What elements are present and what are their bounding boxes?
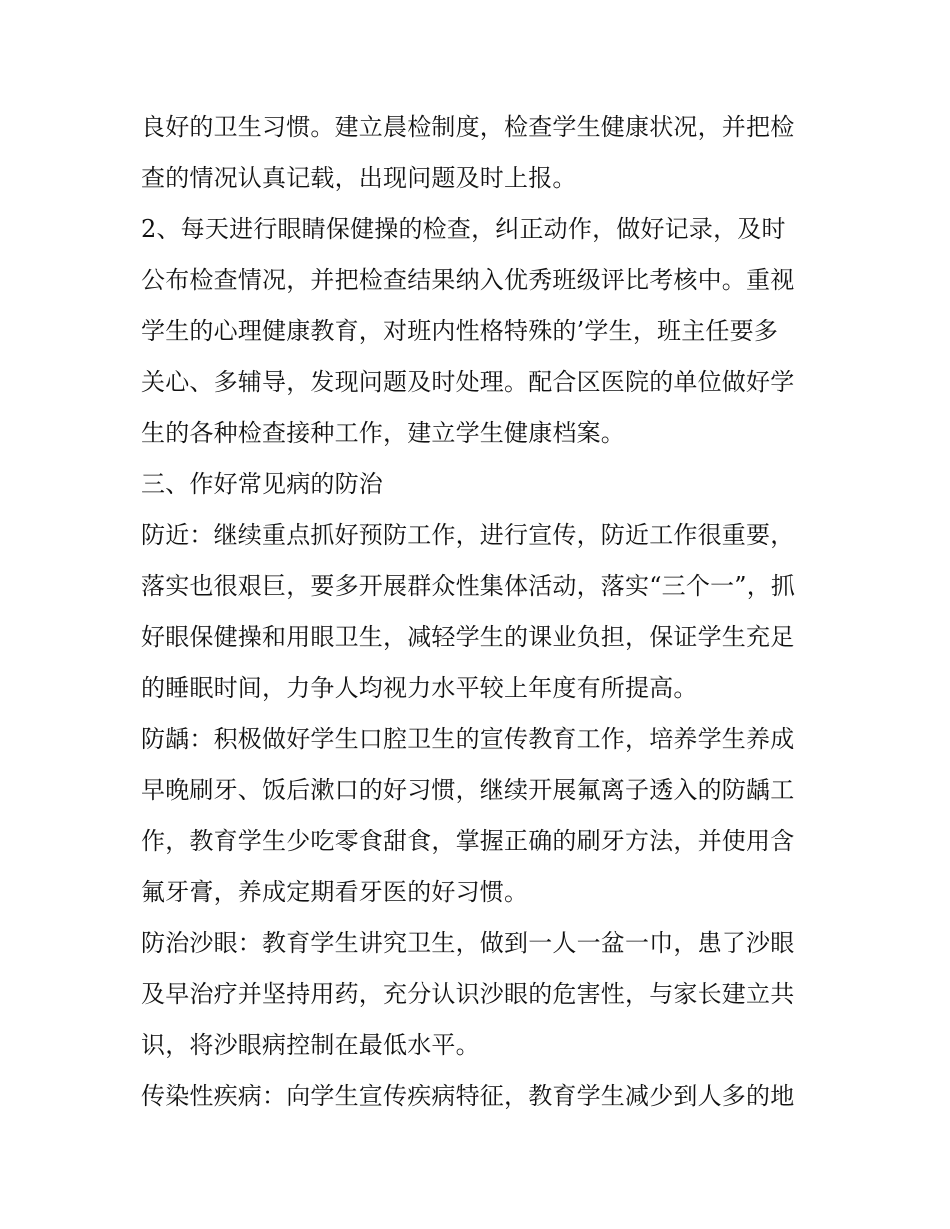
section-heading: 三、作好常见病的防治 — [141, 470, 383, 498]
text-line: 识，将沙眼病控制在最低水平。 — [141, 1031, 480, 1059]
text-line: 落实也很艰巨，要多开展群众性集体活动，落实“三个一”，抓 — [141, 572, 796, 600]
text-line: 好眼保健操和用眼卫生，减轻学生的课业负担，保证学生充足 — [141, 623, 795, 651]
text-line: 防治沙眼：教育学生讲究卫生，做到一人一盆一巾，患了沙眼 — [141, 929, 795, 957]
text-line: 查的情况认真记载，出现问题及时上报。 — [141, 164, 577, 192]
text-line: 传染性疾病：向学生宣传疾病特征，教育学生减少到人多的地 — [141, 1082, 795, 1110]
text-line: 的睡眠时间，力争人均视力水平较上年度有所提高。 — [141, 674, 698, 702]
text-line: 2、每天进行眼睛保健操的检查，纠正动作，做好记录，及时 — [141, 215, 786, 243]
text-line: 关心、多辅导，发现问题及时处理。配合区医院的单位做好学 — [141, 368, 795, 396]
text-line: 防龋：积极做好学生口腔卫生的宣传教育工作，培养学生养成 — [141, 725, 795, 753]
text-line: 学生的心理健康教育，对班内性格特殊的’学生，班主任要多 — [141, 317, 779, 345]
text-line: 生的各种检查接种工作，建立学生健康档案。 — [141, 419, 625, 447]
text-line: 防近：继续重点抓好预防工作，进行宣传，防近工作很重要， — [141, 521, 795, 549]
document-body — [141, 102, 821, 1122]
text-line: 作，教育学生少吃零食甜食，掌握正确的刷牙方法，并使用含 — [141, 827, 795, 855]
text-line: 早晚刷牙、饭后漱口的好习惯，继续开展氟离子透入的防龋工 — [141, 776, 795, 804]
text-line: 公布检查情况，并把检查结果纳入优秀班级评比考核中。重视 — [141, 266, 795, 294]
text-line: 良好的卫生习惯。建立晨检制度，检查学生健康状况，并把检 — [141, 113, 795, 141]
text-line: 及早治疗并坚持用药，充分认识沙眼的危害性，与家长建立共 — [141, 980, 795, 1008]
text-line: 氟牙膏，养成定期看牙医的好习惯。 — [141, 878, 529, 906]
